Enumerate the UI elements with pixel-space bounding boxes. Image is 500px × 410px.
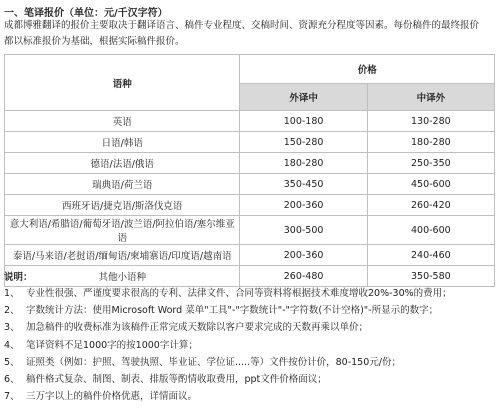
cell-in: 250-350 bbox=[367, 153, 494, 174]
intro-line-1: 成都博雅翻译的报价主要取决于翻译语言、稿件专业程度、交稿时间、资源充分程度等因素。每份稿件的最终报价 bbox=[4, 20, 480, 31]
cell-language: 泰语/马来语/老挝语/缅甸语/柬埔寨语/印度语/越南语 bbox=[5, 245, 240, 266]
table-row bbox=[5, 216, 495, 245]
table-row bbox=[5, 195, 495, 216]
note-item bbox=[4, 302, 496, 319]
cell-in: 260-420 bbox=[367, 195, 494, 216]
cell-in: 180-280 bbox=[367, 132, 494, 153]
note-number: 1、 bbox=[4, 288, 20, 299]
section-title: 一、笔译报价（单位：元/千汉字符） bbox=[4, 8, 168, 19]
cell-in: 350-580 bbox=[367, 266, 494, 287]
cell-out: 260-480 bbox=[240, 266, 367, 287]
cell-in: 130-280 bbox=[367, 111, 494, 132]
notes-title: 说明： bbox=[4, 272, 33, 283]
cell-out: 180-280 bbox=[240, 153, 367, 174]
table-row bbox=[5, 132, 495, 153]
note-number: 2、 bbox=[4, 305, 20, 317]
note-item bbox=[4, 371, 496, 388]
cell-out: 350-450 bbox=[240, 174, 367, 195]
cell-language: 德语/法语/俄语 bbox=[5, 153, 240, 174]
table-row bbox=[5, 266, 495, 287]
note-text: 笔译资料不足1000字的按1000字计算； bbox=[26, 339, 198, 351]
note-item bbox=[4, 354, 496, 371]
cell-out: 200-360 bbox=[240, 195, 367, 216]
intro-paragraph bbox=[4, 18, 496, 50]
note-item bbox=[4, 319, 496, 336]
table-row bbox=[5, 174, 495, 195]
header-price: 价格 bbox=[240, 55, 495, 84]
cell-in: 400-600 bbox=[367, 216, 494, 245]
header-language: 语种 bbox=[5, 55, 240, 111]
note-text: 三万字以上的稿件价格优惠，详情面议。 bbox=[26, 391, 198, 403]
cell-in: 240-460 bbox=[367, 245, 494, 266]
cell-out: 200-360 bbox=[240, 245, 367, 266]
header-in: 中译外 bbox=[367, 84, 494, 111]
table-row bbox=[5, 245, 495, 266]
intro-line-2: 都以标准报价为基础，根据实际稿件报价。 bbox=[4, 36, 185, 47]
notes-list bbox=[4, 285, 496, 405]
note-item bbox=[4, 285, 496, 302]
note-text: 稿件格式复杂、制图、制表、排版等酌情收取费用，ppt文件价格面议； bbox=[26, 373, 327, 385]
note-text: 加急稿件的收费标准为该稿件正常完成天数除以客户要求完成的天数再乘以单价； bbox=[26, 322, 369, 334]
note-number: 5、 bbox=[4, 356, 20, 368]
cell-out: 100-180 bbox=[240, 111, 367, 132]
cell-language: 瑞典语/荷兰语 bbox=[5, 174, 240, 195]
cell-language: 意大利语/希腊语/葡萄牙语/波兰语/阿拉伯语/塞尔维亚语 bbox=[5, 216, 240, 245]
price-table bbox=[4, 54, 495, 287]
note-text: 专业性很强、严谨度要求很高的专利、法律文件、合同等资料将根据技术难度增收20%-30%的费用； bbox=[26, 288, 452, 299]
header-out: 外译中 bbox=[240, 84, 367, 111]
note-item bbox=[4, 337, 496, 354]
cell-out: 150-280 bbox=[240, 132, 367, 153]
note-text: 字数统计方法：使用Microsoft Word 菜单"工具"-"字数统计"-"字符数(不计空格)"-所显示的数字； bbox=[26, 305, 439, 317]
cell-language: 日语/韩语 bbox=[5, 132, 240, 153]
cell-in: 450-600 bbox=[367, 174, 494, 195]
cell-language: 英语 bbox=[5, 111, 240, 132]
cell-language: 西班牙语/捷克语/斯洛伐克语 bbox=[5, 195, 240, 216]
cell-language: 其他小语种 bbox=[5, 266, 240, 287]
note-number: 6、 bbox=[4, 373, 20, 385]
table-header-row bbox=[5, 55, 495, 84]
table-row bbox=[5, 153, 495, 174]
note-number: 3、 bbox=[4, 322, 20, 334]
cell-out: 300-500 bbox=[240, 216, 367, 245]
table-row bbox=[5, 111, 495, 132]
note-item bbox=[4, 388, 496, 405]
note-number: 4、 bbox=[4, 339, 20, 351]
note-text: 证照类（例如：护照、驾驶执照、毕业证、学位证.....等）文件按份计价，80-150元/份； bbox=[26, 356, 401, 368]
note-number: 7、 bbox=[4, 391, 20, 403]
